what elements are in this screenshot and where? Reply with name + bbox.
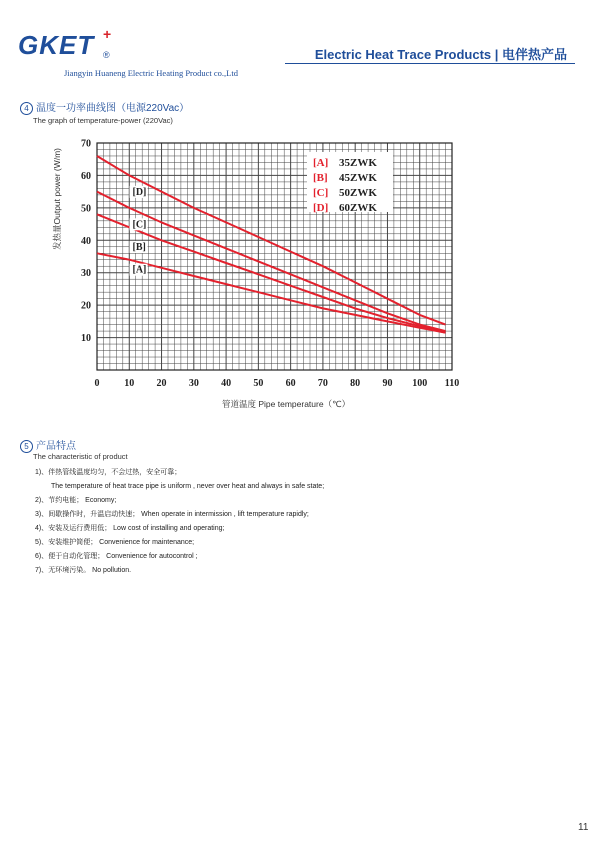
plot-area [97,143,452,370]
curve-label: [A] [132,264,147,276]
company-name: Jiangyin Huaneng Electric Heating Product co.,Ltd [64,68,238,78]
section-5-number: 5 [20,440,33,453]
y-tick-label: 10 [81,333,91,345]
legend-entry: 50ZWK [339,187,377,199]
section-5-title-text: 产品特点 [36,441,76,452]
y-tick-label: 60 [81,170,91,182]
x-tick-label: 30 [188,378,199,389]
list-item: 2)、节约电能； Economy; [35,497,117,504]
list-item: 5)、安装维护简便； Convenience for maintenance; [35,539,195,546]
curve-label: [B] [132,242,146,254]
list-item: 3)、间歇操作时，升温启动快速； When operate in intermission , lift temperature rapidly; [35,511,309,518]
y-tick-label: 70 [81,138,91,150]
registered-mark: ® [103,50,110,60]
y-tick-label: 50 [81,203,91,215]
company-logo: GKET [18,30,95,60]
legend-tag: [C] [313,187,329,199]
legend-tag: [B] [313,172,328,184]
x-tick-label: 0 [94,378,100,389]
chart-y-axis-label: 发热量Output power (W/m) [52,147,62,250]
x-tick-label: 40 [221,378,232,389]
chart-x-axis-label: 管道温度 Pipe temperature（℃） [222,399,351,409]
x-tick-label: 10 [124,378,135,389]
page-number: 11 [578,822,589,833]
curve-label: [C] [132,219,147,231]
y-tick-label: 30 [81,268,91,280]
list-item: 1)、伴热管线温度均匀，不会过热，安全可靠； [35,469,182,476]
x-tick-label: 90 [382,378,393,389]
y-tick-label: 40 [81,235,91,247]
section-4-number: 4 [20,102,33,115]
y-tick-label: 20 [81,300,91,312]
list-item: 7)、无环境污染。 No pollution. [35,567,132,574]
legend-entry: 45ZWK [339,172,377,184]
x-tick-label: 110 [444,378,460,389]
legend-tag: [D] [313,202,329,214]
temperature-power-chart [0,130,600,400]
list-item: 6)、便于自动化管理； Convenience for autocontrol ; [35,553,198,560]
x-tick-label: 100 [412,378,428,389]
x-tick-label: 60 [285,378,296,389]
x-tick-label: 70 [317,378,328,389]
legend-entry: 60ZWK [339,202,377,214]
logo-plus-mark: + [103,26,112,42]
legend-entry: 35ZWK [339,157,377,169]
header-title: Electric Heat Trace Products | 电伴热产品 [314,47,567,62]
section-4-subtitle: The graph of temperature-power (220Vac) [33,116,173,125]
list-item: The temperature of heat trace pipe is uniform , never over heat and always in safe state; [51,483,325,490]
header-divider [285,63,575,64]
list-item: 4)、安装及运行费用低； Low cost of installing and operating; [35,525,225,532]
section-4-title [20,99,189,115]
x-tick-label: 20 [156,378,167,389]
section-5-subtitle: The characteristic of product [33,452,128,461]
section-4-title-text: 温度一功率曲线图（电源220Vac） [36,103,190,114]
curve-label: [D] [132,186,147,198]
x-tick-label: 50 [253,378,264,389]
legend-tag: [A] [313,157,329,169]
characteristic-list [35,466,324,578]
x-tick-label: 80 [350,378,361,389]
section-5-title [20,437,76,453]
